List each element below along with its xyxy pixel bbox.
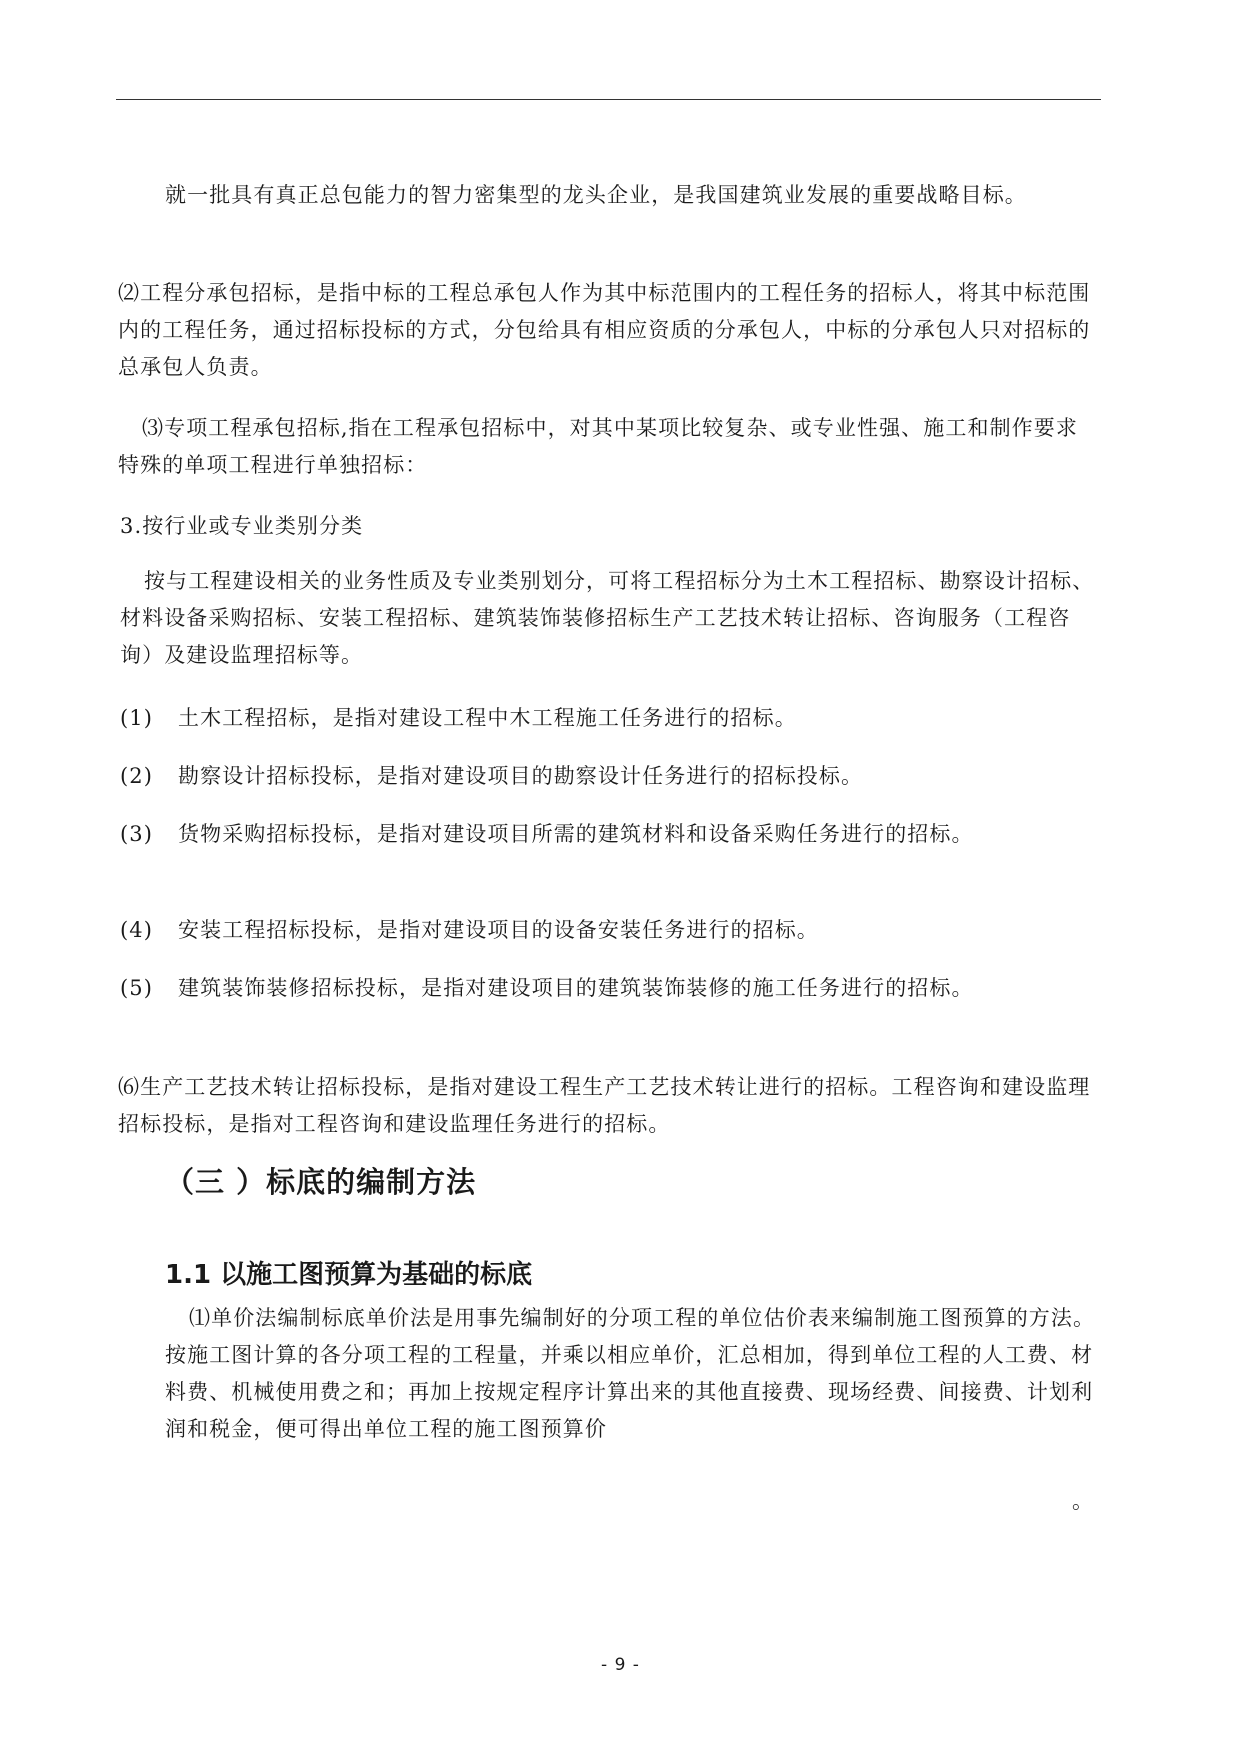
unit-price-paragraph: ⑴单价法编制标底单价法是用事先编制好的分项工程的单位估价表来编制施工图预算的方法。按施工图计算的各分项工程的工程量，并乘以相应单价，汇总相加，得到单位工程的人工费、材料费、机械使用费之和；再加上按规定程序计算出来的其他直接费、现场经费、间接费、计划利润和税金，便可得出单位工程的施工图预算价 <box>165 1306 1096 1441</box>
subcontract-paragraph: ⑵工程分承包招标，是指中标的工程总承包人作为其中标范围内的工程任务的招标人，将其中标范围内的工程任务，通过招标投标的方式，分包给具有相应资质的分承包人，中标的分承包人只对招标的总承包人负责。 <box>118 281 1091 379</box>
list-item-number: (3) <box>120 822 154 846</box>
list-item <box>120 700 797 737</box>
section-3-paragraph: 按与工程建设相关的业务性质及专业类别划分，可将工程招标分为土木工程招标、勘察设计招标、材料设备采购招标、安装工程招标、建筑装饰装修招标生产工艺技术转让招标、咨询服务（工程咨询）及建设监理招标等。 <box>120 569 1095 667</box>
page-number: - 9 - <box>601 1655 640 1675</box>
list-item-text: 安装工程招标投标，是指对建设项目的设备安装任务进行的招标。 <box>178 918 819 942</box>
list-item <box>120 970 974 1007</box>
list-item-number: (2) <box>120 764 154 788</box>
list-item-text: 建筑装饰装修招标投标，是指对建设项目的建筑装饰装修的施工任务进行的招标。 <box>178 976 974 1000</box>
intro-paragraph: 就一批具有真正总包能力的智力密集型的龙头企业，是我国建筑业发展的重要战略目标。 <box>165 183 1027 207</box>
section-heading: （三 ）标底的编制方法 <box>165 1165 477 1199</box>
list-item-number: (4) <box>120 918 154 942</box>
list-item-text: 土木工程招标，是指对建设工程中木工程施工任务进行的招标。 <box>178 706 797 730</box>
list-item-number: (5) <box>120 976 154 1000</box>
item-6-paragraph: ⑹生产工艺技术转让招标投标，是指对建设工程生产工艺技术转让进行的招标。工程咨询和建设监理招标投标，是指对工程咨询和建设监理任务进行的招标。 <box>118 1075 1091 1136</box>
list-item <box>120 758 863 795</box>
list-item-text: 勘察设计招标投标，是指对建设项目的勘察设计任务进行的招标投标。 <box>178 764 864 788</box>
list-item-number: (1) <box>120 706 154 730</box>
special-project-paragraph: ⑶专项工程承包招标,指在工程承包招标中，对其中某项比较复杂、或专业性强、施工和制作要求特殊的单项工程进行单独招标： <box>118 416 1078 477</box>
list-item-text: 货物采购招标投标，是指对建设项目所需的建筑材料和设备采购任务进行的招标。 <box>178 822 974 846</box>
list-item <box>120 816 974 853</box>
list-item <box>120 912 819 949</box>
paragraph-end-mark: 。 <box>1072 1489 1093 1513</box>
header-rule <box>116 99 1101 100</box>
section-3-title: 3.按行业或专业类别分类 <box>120 514 364 538</box>
subsection-heading: 1.1 以施工图预算为基础的标底 <box>165 1260 533 1290</box>
